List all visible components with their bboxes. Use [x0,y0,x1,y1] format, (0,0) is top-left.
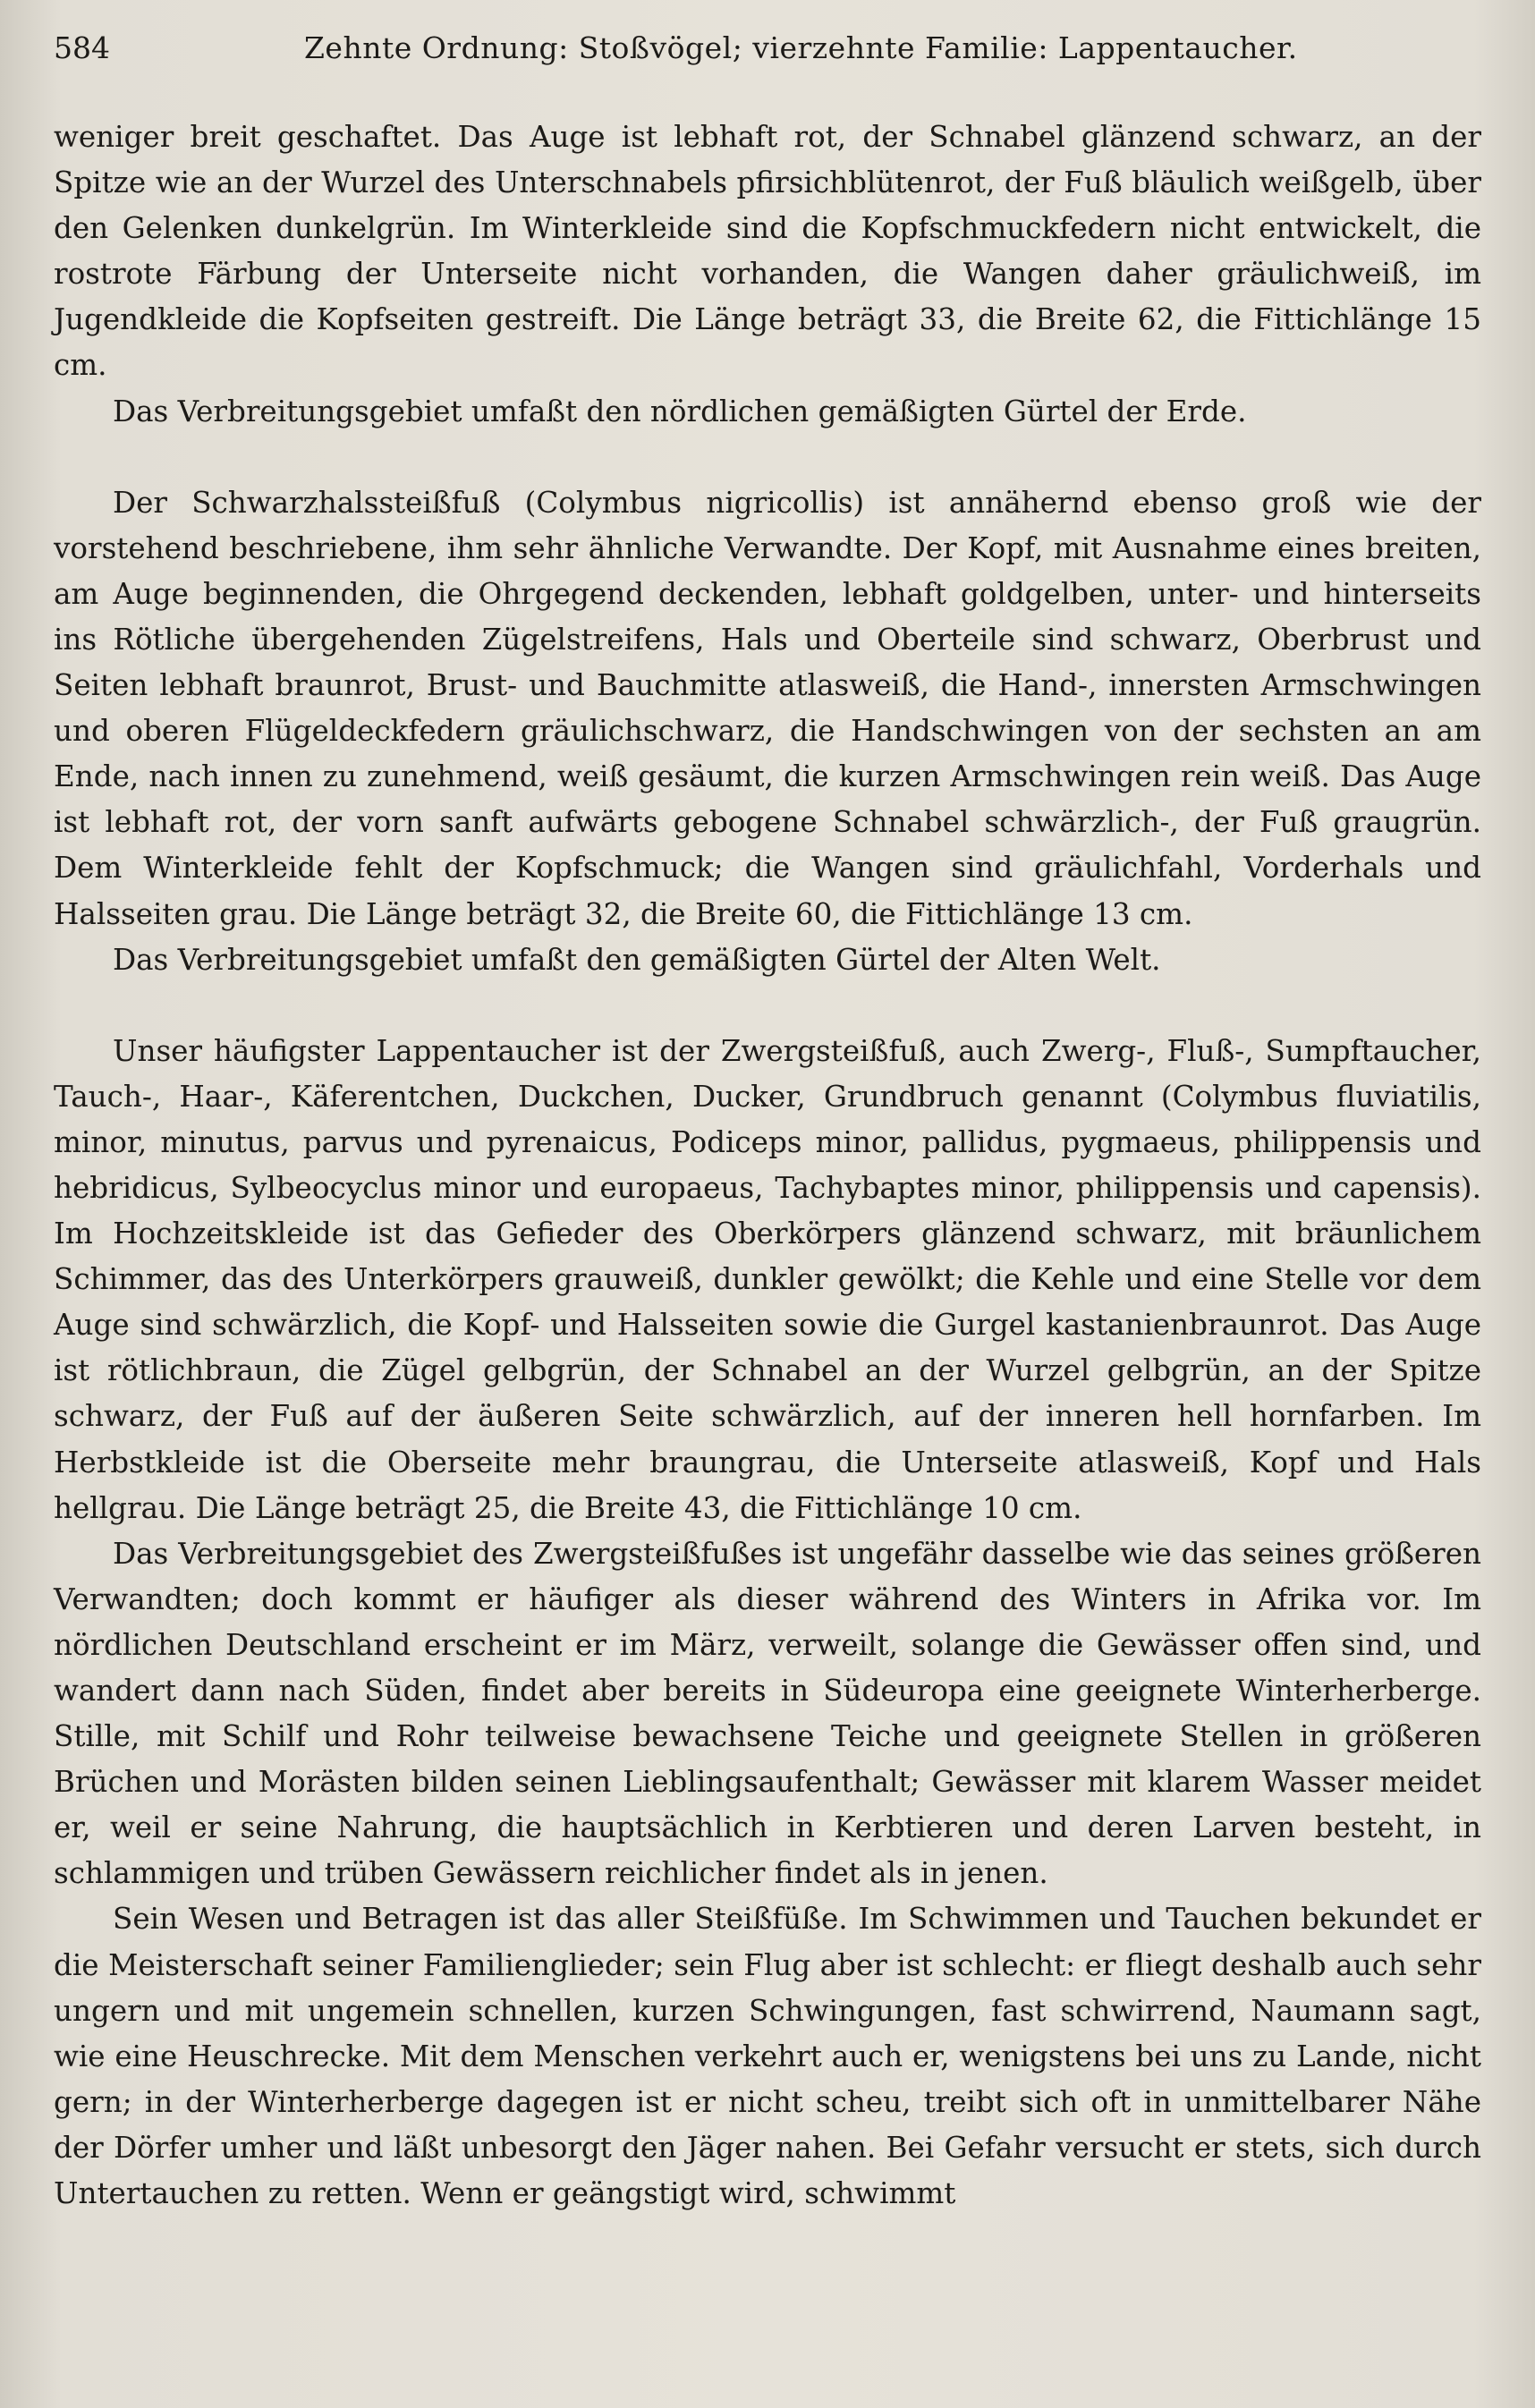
paragraph-zwergsteissfuss: Unser häufigster Lappentaucher ist der Zwergsteißfuß, auch Zwerg-, Fluß-, Sumpftaucher, Tauch-, Haar-, Käferentchen, Duckchen, Ducker, Grundbruch genannt (Colymbus fluviatilis, minor, minutus, parvus und pyrenaicus, Podiceps minor, pallidus, pygmaeus, philippensis und hebridicus, Sylbeocyclus minor und europaeus, Tachybaptes minor, philippensis und capensis). Im Hochzeitskleide ist das Gefieder des Oberkörpers glänzend schwarz, mit bräunlichem Schimmer, das des Unterkörpers grauweiß, dunkler gewölkt; die Kehle und eine Stelle vor dem Auge sind schwärzlich, die Kopf- und Halsseiten sowie die Gurgel kastanienbraunrot. Das Auge ist rötlichbraun, die Zügel gelbgrün, der Schnabel an der Wurzel gelbgrün, an der Spitze schwarz, der Fuß auf der äußeren Seite schwärzlich, auf der inneren hell hornfarben. Im Herbstkleide ist die Oberseite mehr braungrau, die Unterseite atlasweiß, Kopf und Hals hellgrau. Die Länge beträgt 25, die Breite 43, die Fittichlänge 10 cm. [54,1033,1481,1525]
running-head: Zehnte Ordnung: Stoßvögel; vierzehnte Familie: Lappentaucher. [304,30,1298,65]
paragraph-distribution-1: Das Verbreitungsgebiet umfaßt den nördlichen gemäßigten Gürtel der Erde. [113,394,1247,428]
paragraph-behavior: Sein Wesen und Betragen ist das aller Steißfüße. Im Schwimmen und Tauchen bekundet er die Meisterschaft seiner Familienglieder; sein Flug aber ist schlecht: er fliegt deshalb auch sehr ungern und mit ungemein schnellen, kurzen Schwingungen, fast schwirrend, Naumann sagt, wie eine Heuschrecke. Mit dem Menschen verkehrt auch er, wenigstens bei uns zu Lande, nicht gern; in der Winterherberge dagegen ist er nicht scheu, treibt sich oft in unmittelbarer Nähe der Dörfer umher und läßt unbesorgt den Jäger nahen. Bei Gefahr versucht er stets, sich durch Untertauchen zu retten. Wenn er geängstigt wird, schwimmt [54,1902,1481,2211]
paragraph-distribution-3: Das Verbreitungsgebiet des Zwergsteißfußes ist ungefähr dasselbe wie das seines größeren Verwandten; doch kommt er häufiger als dieser während des Winters in Afrika vor. Im nördlichen Deutschland erscheint er im März, verweilt, solange die Gewässer offen sind, und wandert dann nach Süden, findet aber bereits in Südeuropa eine geeignete Winterherberge. Stille, mit Schilf und Rohr teilweise bewachsene Teiche und geeignete Stellen in größeren Brüchen und Morästen bilden seinen Lieblingsaufenthalt; Gewässer mit klarem Wasser meidet er, weil er seine Nahrung, die hauptsächlich in Kerbtieren und deren Larven besteht, in schlammigen und trüben Gewässern reichlicher findet als in jenen. [54,1536,1481,1891]
page-number: 584 [54,30,110,65]
body-text [54,114,1481,2217]
paragraph-distribution-2: Das Verbreitungsgebiet umfaßt den gemäßigten Gürtel der Alten Welt. [113,942,1161,977]
paragraph-schwarzhalssteissfuss: Der Schwarzhalssteißfuß (Colymbus nigricollis) ist annähernd ebenso groß wie der vorstehend beschriebene, ihm sehr ähnliche Verwandte. Der Kopf, mit Ausnahme eines breiten, am Auge beginnenden, die Ohrgegend deckenden, lebhaft goldgelben, unter- und hinterseits ins Rötliche übergehenden Zügelstreifens, Hals und Oberteile sind schwarz, Oberbrust und Seiten lebhaft braunrot, Brust- und Bauchmitte atlasweiß, die Hand-, innersten Armschwingen und oberen Flügeldeckfedern gräulichschwarz, die Handschwingen von der sechsten an am Ende, nach innen zu zunehmend, weiß gesäumt, die kurzen Armschwingen rein weiß. Das Auge ist lebhaft rot, der vorn sanft aufwärts gebogene Schnabel schwärzlich-, der Fuß graugrün. Dem Winterkleide fehlt der Kopfschmuck; die Wangen sind gräulichfahl, Vorderhals und Halsseiten grau. Die Länge beträgt 32, die Breite 60, die Fittichlänge 13 cm. [54,485,1481,931]
paragraph-continuation: weniger breit geschaftet. Das Auge ist lebhaft rot, der Schnabel glänzend schwarz, an der Spitze wie an der Wurzel des Unterschnabels pfirsichblütenrot, der Fuß bläulich weißgelb, über den Gelenken dunkelgrün. Im Winterkleide sind die Kopfschmuckfedern nicht entwickelt, die rostrote Färbung der Unterseite nicht vorhanden, die Wangen daher gräulichweiß, im Jugendkleide die Kopfseiten gestreift. Die Länge beträgt 33, die Breite 62, die Fittichlänge 15 cm. [54,120,1481,383]
page-header [54,30,1485,84]
